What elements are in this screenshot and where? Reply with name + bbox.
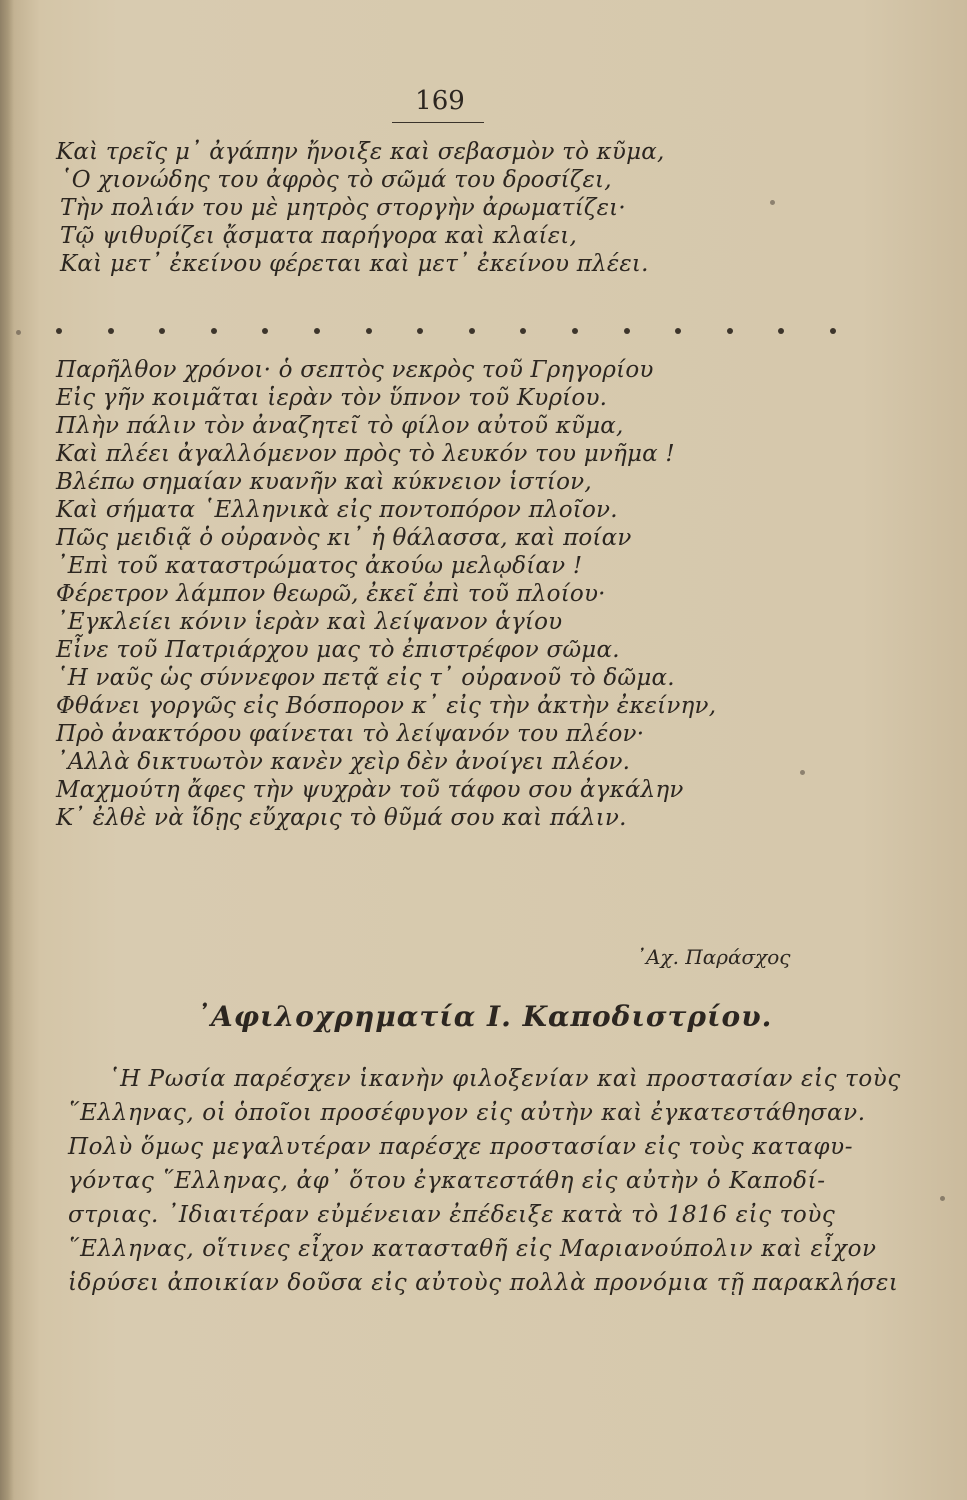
prose-line: ῞Ελληνας, οἵτινες εἶχον κατασταθῆ εἰς Μαριανούπολιν καὶ εἶχον xyxy=(68,1236,877,1262)
prose-paragraph xyxy=(68,1062,901,1300)
prose-line: Πολὺ ὅμως μεγαλυτέραν παρέσχε προστασίαν εἰς τοὺς καταφυ- xyxy=(68,1134,854,1160)
poem-line: Φθάνει γοργῶς εἰς Βόσπορον κ᾽ εἰς τὴν ἀκτὴν ἐκείνην, xyxy=(56,693,717,719)
poem-author-signature: ᾽Αχ. Παράσχος xyxy=(636,945,791,969)
prose-line: ῞Ελληνας, οἱ ὁποῖοι προσέφυγον εἰς αὐτὴν καὶ ἐγκατεστάθησαν. xyxy=(68,1100,866,1126)
page-number: 169 xyxy=(415,86,465,116)
ellipsis-dot xyxy=(830,328,836,334)
poem-line: Κ᾽ ἐλθὲ νὰ ἴδῃς εὔχαρις τὸ θῦμά σου καὶ πάλιν. xyxy=(56,805,627,831)
poem-stanza-2 xyxy=(56,356,916,832)
ellipsis-dot xyxy=(56,328,62,334)
poem-line: Καὶ πλέει ἀγαλλόμενον πρὸς τὸ λευκόν του μνῆμα ! xyxy=(56,441,675,467)
section-heading: ᾽Αφιλοχρηματία Ι. Καποδιστρίου. xyxy=(196,1000,773,1033)
page-binding-edge xyxy=(0,0,14,1500)
poem-line: ῾Ο χιονώδης του ἀφρὸς τὸ σῶμά του δροσίζει, xyxy=(60,167,612,193)
poem-line: Καὶ σήματα ῾Ελληνικὰ εἰς ποντοπόρον πλοῖον. xyxy=(56,497,618,523)
poem-line: Καὶ τρεῖς μ᾽ ἀγάπην ἤνοιξε καὶ σεβασμὸν τὸ κῦμα, xyxy=(56,139,665,165)
poem-line: ᾽Επὶ τοῦ καταστρώματος ἀκούω μελῳδίαν ! xyxy=(56,553,583,579)
poem-line: Πῶς μειδιᾷ ὁ οὐρανὸς κι᾽ ἡ θάλασσα, καὶ ποίαν xyxy=(56,525,632,551)
poem-line: Καὶ μετ᾽ ἐκείνου φέρεται καὶ μετ᾽ ἐκείνου πλέει. xyxy=(60,251,649,277)
poem-line: Πρὸ ἀνακτόρου φαίνεται τὸ λείψανόν του πλέον· xyxy=(56,721,645,747)
paper-speck xyxy=(16,330,21,335)
poem-line: Τῷ ψιθυρίζει ᾄσματα παρήγορα καὶ κλαίει, xyxy=(60,223,577,249)
poem-stanza-1 xyxy=(56,138,916,278)
ellipsis-dot xyxy=(108,328,114,334)
poem-line: Τὴν πολιάν του μὲ μητρὸς στοργὴν ἀρωματίζει· xyxy=(60,195,626,221)
poem-line: Πλὴν πάλιν τὸν ἀναζητεῖ τὸ φίλον αὐτοῦ κῦμα, xyxy=(56,413,624,439)
paper-speck xyxy=(770,200,775,205)
prose-line: ἱδρύσει ἀποικίαν δοῦσα εἰς αὐτοὺς πολλὰ προνόμια τῇ παρακλήσει xyxy=(68,1270,899,1296)
ellipsis-dot xyxy=(262,328,268,334)
ellipsis-dot xyxy=(778,328,784,334)
poem-line: Βλέπω σημαίαν κυανῆν καὶ κύκνειον ἱστίον, xyxy=(56,469,592,495)
ellipsis-dot xyxy=(624,328,630,334)
ellipsis-dot xyxy=(572,328,578,334)
poem-line: Εἰς γῆν κοιμᾶται ἱερὰν τὸν ὕπνον τοῦ Κυρίου. xyxy=(56,385,608,411)
poem-line: Μαχμούτη ἄφες τὴν ψυχρὰν τοῦ τάφου σου ἀγκάλην xyxy=(56,777,684,803)
ellipsis-dot xyxy=(469,328,475,334)
poem-line: Εἶνε τοῦ Πατριάρχου μας τὸ ἐπιστρέφον σῶμα. xyxy=(56,637,620,663)
poem-line: ῾Η ναῦς ὡς σύννεφον πετᾷ εἰς τ᾽ οὐρανοῦ τὸ δῶμα. xyxy=(56,665,675,691)
ellipsis-dot xyxy=(211,328,217,334)
ellipsis-dot xyxy=(520,328,526,334)
paper-speck xyxy=(940,1196,945,1201)
ellipsis-dot-row xyxy=(56,328,836,334)
page-number-underline xyxy=(392,122,484,123)
poem-line: ᾽Αλλὰ δικτυωτὸν κανὲν χεὶρ δὲν ἀνοίγει πλέον. xyxy=(56,749,631,775)
ellipsis-dot xyxy=(314,328,320,334)
prose-line: στριας. ᾽Ιδιαιτέραν εὐμένειαν ἐπέδειξε κατὰ τὸ 1816 εἰς τοὺς xyxy=(68,1202,836,1228)
ellipsis-dot xyxy=(159,328,165,334)
poem-line: Παρῆλθον χρόνοι· ὁ σεπτὸς νεκρὸς τοῦ Γρηγορίου xyxy=(56,357,654,383)
paper-speck xyxy=(800,770,805,775)
poem-line: ᾽Εγκλείει κόνιν ἱερὰν καὶ λείψανον ἁγίου xyxy=(56,609,563,635)
prose-line: γόντας ῞Ελληνας, ἀφ᾽ ὅτου ἐγκατεστάθη εἰς αὐτὴν ὁ Καποδί- xyxy=(68,1168,826,1194)
ellipsis-dot xyxy=(727,328,733,334)
ellipsis-dot xyxy=(366,328,372,334)
prose-line: ῾Η Ρωσία παρέσχεν ἱκανὴν φιλοξενίαν καὶ προστασίαν εἰς τοὺς xyxy=(108,1066,901,1092)
poem-line: Φέρετρον λάμπον θεωρῶ, ἐκεῖ ἐπὶ τοῦ πλοίου· xyxy=(56,581,606,607)
ellipsis-dot xyxy=(675,328,681,334)
ellipsis-dot xyxy=(417,328,423,334)
